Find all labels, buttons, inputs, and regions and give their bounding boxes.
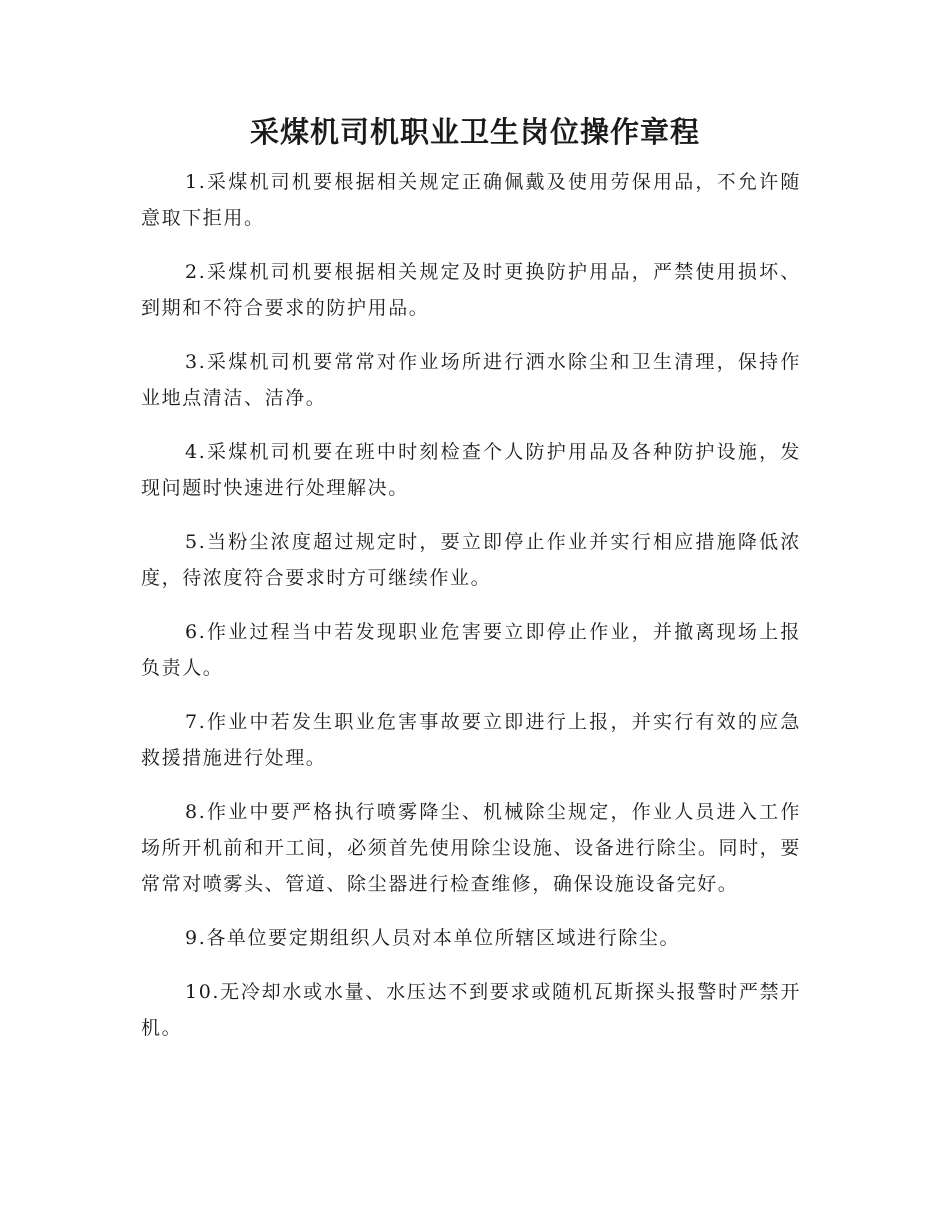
clause-9: 9.各单位要定期组织人员对本单位所辖区域进行除尘。 bbox=[185, 927, 681, 949]
clause-7: 7.作业中若发生职业危害事故要立即进行上报，并实行有效的应急救援措施进行处理。 bbox=[141, 711, 801, 769]
clause-1: 1.采煤机司机要根据相关规定正确佩戴及使用劳保用品，不允许随意取下拒用。 bbox=[141, 171, 801, 229]
clause-6: 6.作业过程当中若发现职业危害要立即停止作业，并撤离现场上报负责人。 bbox=[141, 621, 801, 679]
clause-4: 4.采煤机司机要在班中时刻检查个人防护用品及各种防护设施，发现问题时快速进行处理解决。 bbox=[141, 441, 801, 499]
clause-list bbox=[141, 164, 801, 1064]
clause-2: 2.采煤机司机要根据相关规定及时更换防护用品，严禁使用损坏、到期和不符合要求的防护用品。 bbox=[141, 261, 801, 319]
clause-5: 5.当粉尘浓度超过规定时，要立即停止作业并实行相应措施降低浓度，待浓度符合要求时方可继续作业。 bbox=[141, 531, 801, 589]
clause-10: 10.无冷却水或水量、水压达不到要求或随机瓦斯探头报警时严禁开机。 bbox=[141, 981, 801, 1039]
clause-8: 8.作业中要严格执行喷雾降尘、机械除尘规定，作业人员进入工作场所开机前和开工间，必须首先使用除尘设施、设备进行除尘。同时，要常常对喷雾头、管道、除尘器进行检查维修，确保设施设备完好。 bbox=[141, 801, 801, 895]
clause-3: 3.采煤机司机要常常对作业场所进行洒水除尘和卫生清理，保持作业地点清洁、洁净。 bbox=[141, 351, 801, 409]
document-title: 采煤机司机职业卫生岗位操作章程 bbox=[249, 115, 700, 149]
